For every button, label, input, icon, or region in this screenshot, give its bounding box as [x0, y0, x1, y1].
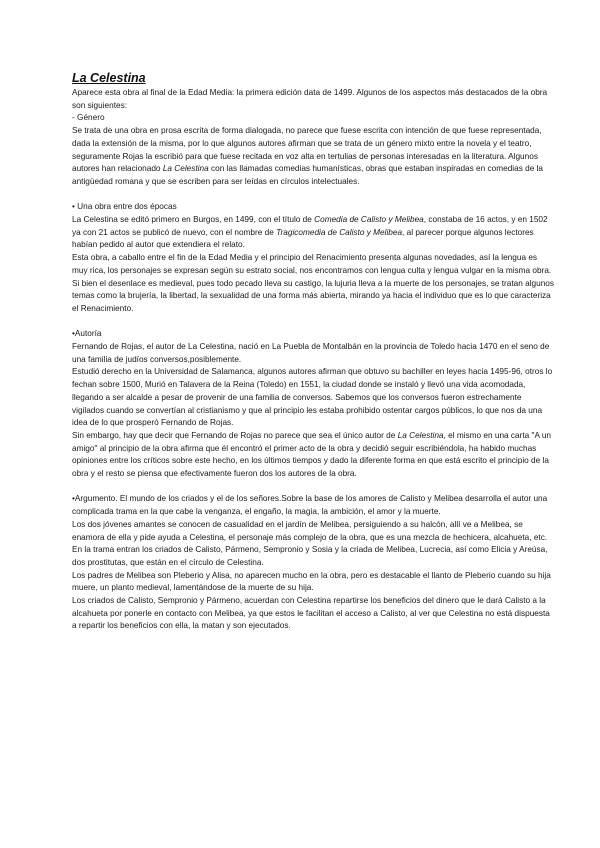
- intro-paragraph: Aparece esta obra al final de la Edad Media: la primera edición data de 1499. Algunos de los aspectos más destacados de la obra son siguientes:: [72, 88, 548, 110]
- genero-heading: - Género: [72, 113, 105, 123]
- epocas-paragraph-2: Esta obra, a caballo entre el fin de la Edad Media y el principio del Renacimiento presenta algunas novedades, así la lengua es muy rica, los personajes se expresan según su estrato social, nos encontramos con lengua culta y lengua vulgar en la misma obra.: [72, 253, 552, 275]
- work-title-emphasis: Tragicomedia de Calisto y Melibea: [276, 227, 403, 237]
- autoria-heading: •Autoría: [72, 329, 102, 339]
- epocas-heading: • Una obra entre dos épocas: [72, 202, 177, 212]
- epocas-paragraph-3: Si bien el desenlace es medieval, pues todo pecado lleva su castigo, la lujuria lleva a la muerte de los personajes, se tratan algunos temas como la brujería, la libertad, la sexualidad de una forma más abierta, mirando ya hacia el individuo que es lo que caracteriza el Renacimiento.: [72, 278, 555, 313]
- work-title-emphasis: Comedia de Calisto y Melibea: [314, 215, 424, 225]
- genero-paragraph: Se trata de una obra en prosa escrita de forma dialogada, no parece que fuese escrita con intención de que fuese representada, dada la extensión de la misma, por lo que algunos autores afirman que se trata de un género mixto entre la novela y el teatro, seguramente Rojas la escribió para que fuese recitada en voz alta en tertulias de personas interesadas en la literatura. Algunos autores han relacionado La Celestina con las llamadas comedias humanísticas, obras que estaban inspiradas en comedias de la antigüedad romana y que se escriben para ser leídas en círculos intelectuales.: [72, 126, 544, 186]
- argumento-paragraph-2: Los dos jóvenes amantes se conocen de casualidad en el jardín de Melibea, persiguiendo a su halcón, allí ve a Melibea, se enamora de ella y pide ayuda a Celestina, el personaje más complejo de la obra, que es una mezcla de hechicera, alcahueta, etc. En la trama entran los criados de Calisto, Pármeno, Sempronio y Sosia y la criada de Melibea, Lucrecia, así como Elicia y Areúsa, dos prostitutas, que están en el círculo de Celestina.: [72, 519, 548, 567]
- autoria-paragraph-1: Fernando de Rojas, el autor de La Celestina, nació en La Puebla de Montalbán en la provincia de Toledo hacia 1470 en el seno de una familia de judíos conversos,posiblemente.: [72, 342, 550, 364]
- autoria-paragraph-3: Sin embargo, hay que decir que Fernando de Rojas no parece que sea el único autor de La Celestina, el mismo en una carta "A un amigo" al principio de la obra afirma que él encontró el primer acto de la obra y decidió seguir escribiéndola, ha habido muchas opiniones entre los críticos sobre este hecho, en los últimos tiempos y dado la diferente forma en que está escrito el principio de la obra y el resto se piensa que efectivamente fueron dos los autores de la obra.: [72, 430, 551, 479]
- document-body: [72, 71, 554, 633]
- spacer: [72, 481, 554, 494]
- work-title-emphasis: La Celestina: [162, 164, 209, 174]
- argumento-paragraph-1: •Argumento. El mundo de los criados y el de los señores.Sobre la base de los amores de Calisto y Melibea desarrolla el autor una complicada trama en la que cabe la venganza, el engaño, la magia, la ambición, el amor y la muerte.: [72, 494, 548, 517]
- argumento-paragraph-3: Los padres de Melibea son Pleberio y Alisa, no aparecen mucho en la obra, pero es destacable el llanto de Pleberio cuando su hija muere, un planto medieval, lamentándose de la muerte de su hija.: [72, 570, 551, 593]
- autoria-paragraph-2: Estudió derecho en la Universidad de Salamanca, algunos autores afirman que obtuvo su bachiller en leyes hacia 1495-96, otros lo fechan sobre 1500, Murió en Talavera de la Reina (Toledo) en 1551, la ciudad donde se instaló y llevó una vida acomodada, llegando a ser alcalde a pesar de provenir de una familia de conversos. Sabemos que los conversos fueron estrechamente vigilados cuando se convertían al cristianismo y que al principio les estaba prohibido ostentar cargos públicos, lo que nos da una idea de lo que prosperó Fernando de Rojas.: [72, 367, 553, 428]
- argumento-paragraph-4: Los criados de Calisto, Sempronio y Pármeno, acuerdan con Celestina repartirse los beneficios del dinero que le dará Calisto a la alcahueta por ponerle en contacto con Melibea, ya que estos le facilitan el acceso a Calisto, al ver que Celestina no está dispuesta a repartir los beneficios con ella, la matan y son ejecutados.: [72, 596, 550, 631]
- document-title: La Celestina: [72, 71, 146, 85]
- epocas-paragraph-1: La Celestina se editó primero en Burgos, en 1499, con el título de Comedia de Calisto y Melibea, constaba de 16 actos, y en 1502 ya con 21 actos se publicó de nuevo, con el nombre de Tragicomedia de Calisto y Melibea, al parecer porque algunos lectores habían pedido al autor que extendiera el relato.: [72, 215, 548, 250]
- spacer: [72, 189, 554, 202]
- work-title-emphasis: La Celestina: [397, 430, 444, 440]
- spacer: [72, 316, 554, 329]
